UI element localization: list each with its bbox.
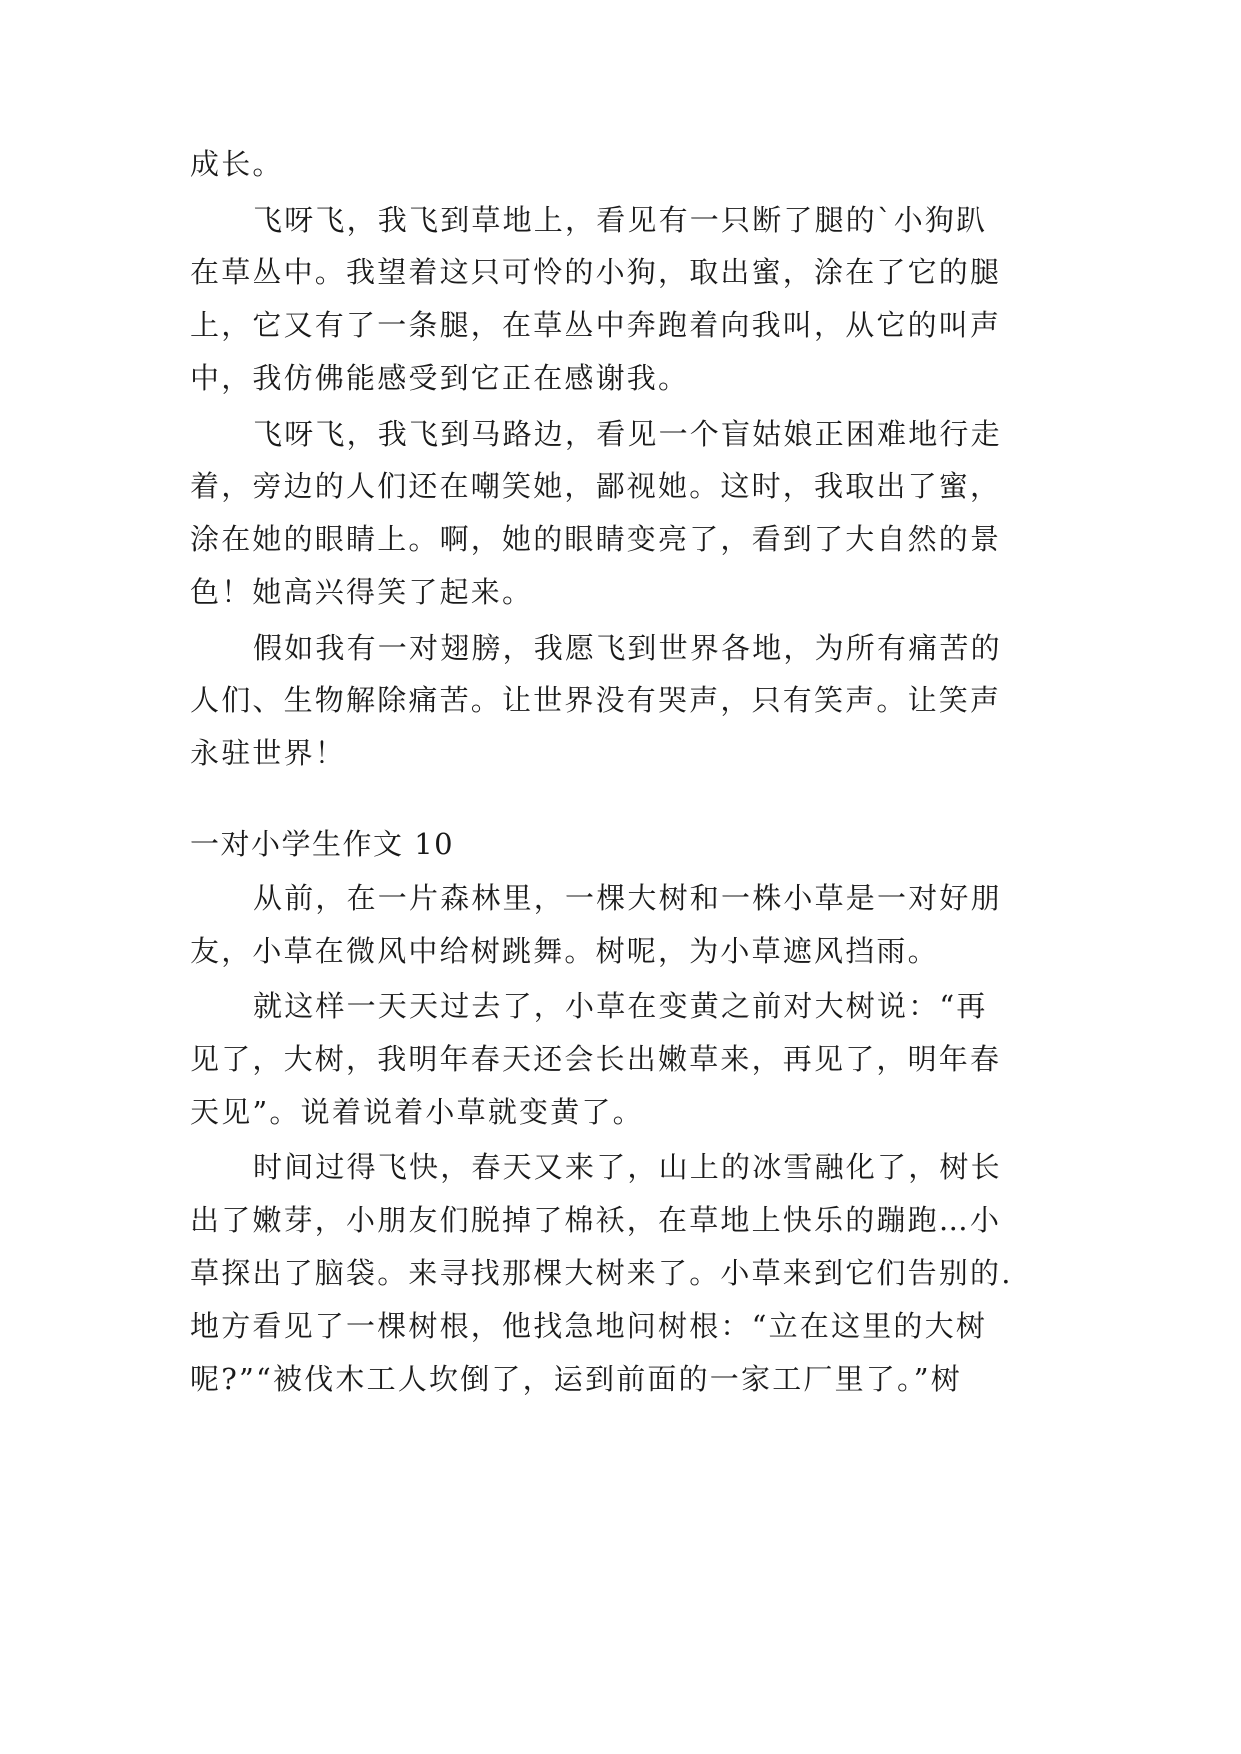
paragraph-line: 中，我仿佛能感受到它正在感谢我。 — [190, 361, 690, 395]
paragraph-line: 飞呀飞，我飞到草地上，看见有一只断了腿的`小狗趴 — [253, 203, 988, 237]
paragraph-line: 就这样一天天过去了，小草在变黄之前对大树说：“再 — [253, 989, 988, 1023]
paragraph-line: 从前，在一片森林里，一棵大树和一株小草是一对好朋 — [253, 881, 1002, 915]
paragraph-line: 飞呀飞，我飞到马路边，看见一个盲姑娘正困难地行走 — [253, 417, 1002, 451]
paragraph-line: 草探出了脑袋。来寻找那棵大树来了。小草来到它们告别的. — [190, 1256, 1013, 1290]
paragraph-line: 色！她高兴得笑了起来。 — [190, 575, 534, 609]
paragraph-line: 假如我有一对翅膀，我愿飞到世界各地，为所有痛苦的 — [253, 631, 1002, 665]
paragraph-line: 出了嫩芽，小朋友们脱掉了棉袄，在草地上快乐的蹦跑…小 — [190, 1203, 1002, 1237]
paragraph-line: 人们、生物解除痛苦。让世界没有哭声，只有笑声。让笑声 — [190, 683, 1002, 717]
paragraph-line: 在草丛中。我望着这只可怜的小狗，取出蜜，涂在了它的腿 — [190, 255, 1002, 289]
paragraph-line: 时间过得飞快，春天又来了，山上的冰雪融化了，树长 — [253, 1150, 1002, 1184]
paragraph-line: 地方看见了一棵树根，他找急地问树根：“立在这里的大树 — [190, 1309, 988, 1343]
paragraph-line: 友，小草在微风中给树跳舞。树呢，为小草遮风挡雨。 — [190, 934, 939, 968]
paragraph-line: 涂在她的眼睛上。啊，她的眼睛变亮了，看到了大自然的景 — [190, 522, 1002, 556]
paragraph-line: 永驻世界！ — [190, 736, 347, 770]
essay-heading: 一对小学生作文 10 — [190, 827, 455, 861]
paragraph-line: 天见”。说着说着小草就变黄了。 — [190, 1095, 644, 1129]
paragraph-line: 呢?”“被伐木工人坎倒了，运到前面的一家工厂里了。”树 — [190, 1362, 962, 1396]
paragraph-line: 见了，大树，我明年春天还会长出嫩草来，再见了，明年春 — [190, 1042, 1002, 1076]
paragraph-line: 着，旁边的人们还在嘲笑她，鄙视她。这时，我取出了蜜， — [190, 469, 1002, 503]
paragraph-line: 上，它又有了一条腿，在草丛中奔跑着向我叫，从它的叫声 — [190, 308, 1002, 342]
paragraph-line: 成长。 — [190, 147, 284, 181]
